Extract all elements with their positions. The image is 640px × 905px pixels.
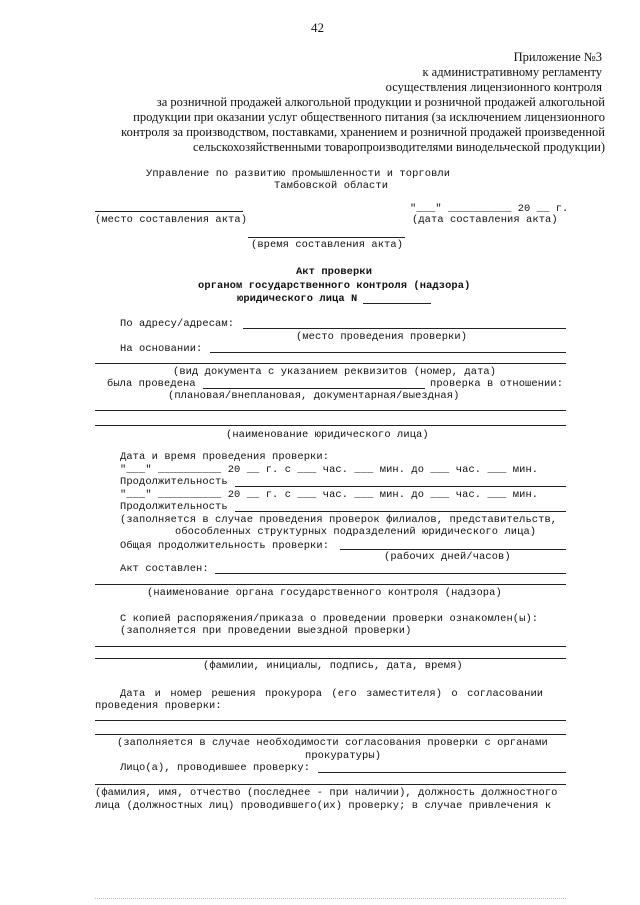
compiled-label: Акт составлен: bbox=[120, 563, 209, 575]
inspector-note-line-2: лица (должностных лиц) проводившего(их) проверку; в случае привлечения к bbox=[95, 800, 552, 812]
appendix-line-1: к административному регламенту bbox=[422, 65, 602, 79]
act-number-field-line[interactable] bbox=[363, 303, 431, 304]
prosecutor-note-line-1: (заполняется в случае необходимости согласования проверки с органами bbox=[117, 737, 548, 749]
legal-entity-caption: (наименование юридического лица) bbox=[226, 429, 429, 441]
compiled-caption: (наименование органа государственного контроля (надзора) bbox=[147, 587, 502, 599]
appendix-line-4: продукции при оказании услуг общественного питания (за исключением лицензионного bbox=[133, 110, 605, 124]
appendix-line-2: осуществления лицензионного контроля bbox=[385, 80, 602, 94]
page-number: 42 bbox=[311, 20, 324, 35]
address-label: По адресу/адресам: bbox=[120, 318, 235, 330]
scan-edge-artifact bbox=[95, 898, 566, 899]
appendix-title: Приложение №3 bbox=[513, 50, 602, 64]
prosecutor-line-2: проведения проверки: bbox=[95, 700, 222, 712]
authority-name-line-2: Тамбовской области bbox=[274, 180, 389, 192]
basis-caption: (вид документа с указанием реквизитов (номер, дата) bbox=[173, 366, 497, 378]
copy-field-line-1[interactable] bbox=[95, 646, 566, 647]
legal-entity-field-line-1[interactable] bbox=[95, 410, 566, 411]
compiled-field-line-1[interactable] bbox=[215, 573, 566, 574]
inspector-field-line-1[interactable] bbox=[318, 772, 566, 773]
prosecutor-line-1: Дата и номер решения прокурора (его заместителя) о согласовании bbox=[120, 688, 544, 700]
inspector-label: Лицо(а), проводившее проверку: bbox=[120, 762, 311, 774]
duration-label-2: Продолжительность bbox=[120, 501, 228, 513]
datetime-row-1[interactable]: "___" __________ 20 __ г. с ___ час. ___ мин. до ___ час. ___ мин. bbox=[120, 464, 539, 476]
address-caption: (место проведения проверки) bbox=[296, 331, 468, 343]
act-title-line-3: юридического лица N bbox=[237, 293, 358, 305]
date-caption: (дата составления акта) bbox=[412, 214, 558, 226]
compiled-field-line-2[interactable] bbox=[95, 584, 566, 585]
duration-field-line-2[interactable] bbox=[235, 511, 566, 512]
total-duration-caption: (рабочих дней/часов) bbox=[384, 551, 511, 563]
basis-label: На основании: bbox=[120, 343, 203, 355]
act-title-line-1: Акт проверки bbox=[296, 266, 373, 278]
act-title-line-2: органом государственного контроля (надзора) bbox=[198, 280, 471, 292]
conducted-suffix: проверка в отношении: bbox=[430, 378, 564, 390]
prosecutor-field-line-1[interactable] bbox=[95, 720, 566, 721]
duration-field-line-1[interactable] bbox=[235, 486, 566, 487]
legal-entity-field-line-2[interactable] bbox=[95, 425, 566, 426]
total-duration-field-line[interactable] bbox=[340, 549, 566, 550]
branches-note-line-1: (заполняется в случае проведения проверок филиалов, представительств, bbox=[120, 514, 558, 526]
appendix-line-5: контроля за производством, поставками, хранением и розничной продажей произведенной bbox=[121, 125, 605, 139]
duration-label-1: Продолжительность bbox=[120, 476, 228, 488]
appendix-line-6: сельскохозяйственными товаропроизводителями винодельческой продукции) bbox=[192, 140, 605, 154]
branches-note-line-2: обособленных структурных подразделений юридического лица) bbox=[175, 526, 537, 538]
appendix-line-3: за розничной продажей алкогольной продукции и розничной продажей алкогольной bbox=[156, 95, 605, 109]
prosecutor-note-line-2: прокуратуры) bbox=[305, 750, 382, 762]
address-field-line[interactable] bbox=[243, 328, 566, 329]
date-field-template[interactable]: "___" __________ 20 __ г. bbox=[410, 203, 569, 215]
basis-field-line-2[interactable] bbox=[95, 363, 566, 364]
basis-field-line[interactable] bbox=[210, 352, 566, 353]
place-field-line[interactable] bbox=[95, 211, 243, 212]
prosecutor-field-line-2[interactable] bbox=[95, 734, 566, 735]
authority-name-line-1: Управление по развитию промышленности и торговли bbox=[146, 168, 451, 180]
copy-field-line-2[interactable] bbox=[95, 658, 566, 659]
place-caption: (место составления акта) bbox=[95, 214, 248, 226]
copy-note: (заполняется при проведении выездной проверки) bbox=[120, 625, 412, 637]
copy-label: С копией распоряжения/приказа о проведении проверки ознакомлен(ы): bbox=[120, 613, 539, 625]
copy-caption: (фамилии, инициалы, подпись, дата, время) bbox=[203, 660, 463, 672]
datetime-label: Дата и время проведения проверки: bbox=[120, 451, 330, 463]
inspector-note-line-1: (фамилия, имя, отчество (последнее - при наличии), должность должностного bbox=[95, 787, 558, 799]
time-field-line[interactable] bbox=[248, 237, 405, 238]
conducted-label: была проведена bbox=[107, 378, 196, 390]
check-type-field-line[interactable] bbox=[203, 388, 425, 389]
inspector-field-line-2[interactable] bbox=[95, 784, 566, 785]
total-duration-label: Общая продолжительность проверки: bbox=[120, 540, 330, 552]
check-type-caption: (плановая/внеплановая, документарная/выездная) bbox=[168, 390, 460, 402]
time-caption: (время составления акта) bbox=[251, 239, 404, 251]
datetime-row-2[interactable]: "___" __________ 20 __ г. с ___ час. ___ мин. до ___ час. ___ мин. bbox=[120, 489, 539, 501]
